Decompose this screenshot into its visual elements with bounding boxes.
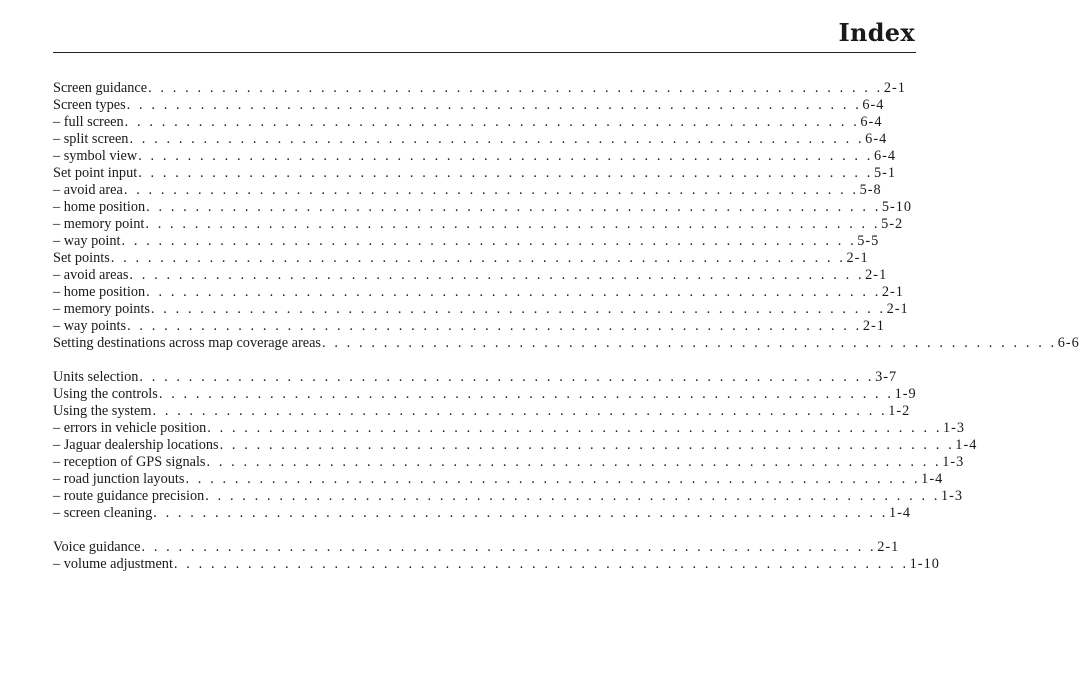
index-entry — [53, 114, 883, 131]
entry-page: 6-4 — [873, 148, 896, 164]
entry-page: 6-4 — [865, 131, 888, 147]
entry-text: Setting destinations across map coverage areas — [53, 335, 321, 351]
entry-page: 1-4 — [888, 505, 912, 521]
dot-leader: . . . . . . . . . . . . . . . . . . . . . . . . . . . . . . . . . . . . . . . . . . . . . . . . . . . . . . . . . . . . — [206, 454, 942, 470]
entry-text: – full screen — [53, 114, 124, 130]
entry-page: 6-4 — [862, 97, 885, 113]
entry-page: 1-4 — [955, 437, 978, 453]
index-entry — [53, 165, 896, 182]
entry-text: – screen cleaning — [53, 505, 153, 521]
index-entry — [53, 80, 906, 97]
dot-leader: . . . . . . . . . . . . . . . . . . . . . . . . . . . . . . . . . . . . . . . . . . . . . . . . . . . . . . . . . . . . — [145, 216, 881, 232]
entry-text: – Jaguar dealership locations — [53, 437, 219, 453]
dot-leader: . . . . . . . . . . . . . . . . . . . . . . . . . . . . . . . . . . . . . . . . . . . . . . . . . . . . . . . . . . . . — [146, 199, 881, 215]
index-entry — [53, 267, 888, 284]
dot-leader: . . . . . . . . . . . . . . . . . . . . . . . . . . . . . . . . . . . . . . . . . . . . . . . . . . . . . . . . . . . . — [126, 97, 862, 113]
index-entry — [53, 505, 912, 522]
entry-text: – reception of GPS signals — [53, 454, 206, 470]
entry-page: 5-1 — [873, 165, 896, 181]
index-entry — [53, 471, 944, 488]
dot-leader: . . . . . . . . . . . . . . . . . . . . . . . . . . . . . . . . . . . . . . . . . . . . . . . . . . . . . . . . . . . . — [321, 335, 1057, 351]
dot-leader: . . . . . . . . . . . . . . . . . . . . . . . . . . . . . . . . . . . . . . . . . . . . . . . . . . . . . . . . . . . . — [219, 437, 955, 453]
dot-leader: . . . . . . . . . . . . . . . . . . . . . . . . . . . . . . . . . . . . . . . . . . . . . . . . . . . . . . . . . . . . — [153, 505, 888, 521]
dot-leader: . . . . . . . . . . . . . . . . . . . . . . . . . . . . . . . . . . . . . . . . . . . . . . . . . . . . . . . . . . . . — [129, 267, 865, 283]
entry-page: 1-9 — [894, 386, 917, 402]
entry-page: 1-3 — [942, 454, 965, 470]
entry-page: 5-5 — [857, 233, 880, 249]
entry-text: – way points — [53, 318, 127, 334]
index-entry — [53, 420, 966, 437]
entry-text: – errors in vehicle position — [53, 420, 207, 436]
dot-leader: . . . . . . . . . . . . . . . . . . . . . . . . . . . . . . . . . . . . . . . . . . . . . . . . . . . . . . . . . . . . — [205, 488, 940, 504]
entry-page: 5-8 — [859, 182, 882, 198]
index-entry — [53, 454, 965, 471]
entry-text: Screen guidance — [53, 80, 148, 96]
index-entry — [53, 250, 869, 267]
entry-text: – home position — [53, 284, 146, 300]
entry-page: 5-10 — [881, 199, 913, 215]
index-entry — [53, 488, 964, 505]
index-entry — [53, 131, 888, 148]
entry-page: 2-1 — [865, 267, 888, 283]
entry-text: Using the controls — [53, 386, 158, 402]
entry-page: 6-4 — [860, 114, 883, 130]
dot-leader: . . . . . . . . . . . . . . . . . . . . . . . . . . . . . . . . . . . . . . . . . . . . . . . . . . . . . . . . . . . . — [138, 148, 873, 164]
entry-page: 1-3 — [941, 488, 964, 504]
index-list — [53, 80, 1080, 573]
index-entry — [53, 386, 917, 403]
entry-page: 1-2 — [888, 403, 911, 419]
entry-page: 3-7 — [875, 369, 898, 385]
entry-text: – volume adjustment — [53, 556, 173, 572]
entry-text: Set points — [53, 250, 110, 266]
entry-text: – route guidance precision — [53, 488, 205, 504]
index-entry — [53, 556, 940, 573]
entry-text: Using the system — [53, 403, 152, 419]
entry-text: – avoid areas — [53, 267, 129, 283]
index-entry — [53, 199, 913, 216]
index-entry — [53, 284, 904, 301]
entry-text: Units selection — [53, 369, 139, 385]
entry-page: 2-1 — [886, 301, 909, 317]
dot-leader: . . . . . . . . . . . . . . . . . . . . . . . . . . . . . . . . . . . . . . . . . . . . . . . . . . . . . . . . . . . . — [127, 318, 862, 334]
entry-page: 1-3 — [943, 420, 966, 436]
dot-leader: . . . . . . . . . . . . . . . . . . . . . . . . . . . . . . . . . . . . . . . . . . . . . . . . . . . . . . . . . . . . — [150, 301, 886, 317]
entry-text: – memory points — [53, 301, 150, 317]
dot-leader: . . . . . . . . . . . . . . . . . . . . . . . . . . . . . . . . . . . . . . . . . . . . . . . . . . . . . . . . . . . . — [152, 403, 888, 419]
index-entry — [53, 437, 978, 454]
entry-text: – symbol view — [53, 148, 138, 164]
dot-leader: . . . . . . . . . . . . . . . . . . . . . . . . . . . . . . . . . . . . . . . . . . . . . . . . . . . . . . . . . . . . — [146, 284, 881, 300]
dot-leader: . . . . . . . . . . . . . . . . . . . . . . . . . . . . . . . . . . . . . . . . . . . . . . . . . . . . . . . . . . . . — [138, 165, 873, 181]
section-gap — [53, 352, 463, 369]
dot-leader: . . . . . . . . . . . . . . . . . . . . . . . . . . . . . . . . . . . . . . . . . . . . . . . . . . . . . . . . . . . . — [158, 386, 894, 402]
entry-page: 2-1 — [877, 539, 900, 555]
entry-text: Set point input — [53, 165, 138, 181]
dot-leader: . . . . . . . . . . . . . . . . . . . . . . . . . . . . . . . . . . . . . . . . . . . . . . . . . . . . . . . . . . . . — [148, 80, 883, 96]
index-entry — [53, 318, 885, 335]
dot-leader: . . . . . . . . . . . . . . . . . . . . . . . . . . . . . . . . . . . . . . . . . . . . . . . . . . . . . . . . . . . . — [139, 369, 875, 385]
entry-text: – memory point — [53, 216, 145, 232]
entry-text: – way point — [53, 233, 121, 249]
index-entry — [53, 301, 909, 318]
dot-leader: . . . . . . . . . . . . . . . . . . . . . . . . . . . . . . . . . . . . . . . . . . . . . . . . . . . . . . . . . . . . — [173, 556, 909, 572]
header-divider — [53, 52, 916, 53]
entry-page: 6-6 — [1057, 335, 1080, 351]
index-entry — [53, 335, 1080, 352]
index-entry — [53, 233, 880, 250]
dot-leader: . . . . . . . . . . . . . . . . . . . . . . . . . . . . . . . . . . . . . . . . . . . . . . . . . . . . . . . . . . . . — [123, 182, 859, 198]
entry-page: 1-4 — [921, 471, 944, 487]
entry-text: – road junction layouts — [53, 471, 185, 487]
entry-page: 2-1 — [862, 318, 885, 334]
entry-text: Screen types — [53, 97, 126, 113]
entry-page: 2-1 — [881, 284, 904, 300]
entry-page: 1-10 — [909, 556, 940, 572]
dot-leader: . . . . . . . . . . . . . . . . . . . . . . . . . . . . . . . . . . . . . . . . . . . . . . . . . . . . . . . . . . . . — [185, 471, 921, 487]
entry-page: 2-1 — [846, 250, 869, 266]
page-title: Index — [838, 18, 915, 47]
dot-leader: . . . . . . . . . . . . . . . . . . . . . . . . . . . . . . . . . . . . . . . . . . . . . . . . . . . . . . . . . . . . — [129, 131, 865, 147]
dot-leader: . . . . . . . . . . . . . . . . . . . . . . . . . . . . . . . . . . . . . . . . . . . . . . . . . . . . . . . . . . . . — [124, 114, 860, 130]
index-entry — [53, 403, 911, 420]
dot-leader: . . . . . . . . . . . . . . . . . . . . . . . . . . . . . . . . . . . . . . . . . . . . . . . . . . . . . . . . . . . . — [121, 233, 857, 249]
entry-text: Voice guidance — [53, 539, 141, 555]
index-entry — [53, 539, 900, 556]
index-entry — [53, 182, 882, 199]
index-entry — [53, 216, 904, 233]
section-gap — [53, 522, 463, 539]
dot-leader: . . . . . . . . . . . . . . . . . . . . . . . . . . . . . . . . . . . . . . . . . . . . . . . . . . . . . . . . . . . . — [110, 250, 846, 266]
dot-leader: . . . . . . . . . . . . . . . . . . . . . . . . . . . . . . . . . . . . . . . . . . . . . . . . . . . . . . . . . . . . — [141, 539, 877, 555]
index-entry — [53, 97, 885, 114]
entry-text: – split screen — [53, 131, 129, 147]
entry-page: 2-1 — [883, 80, 906, 96]
index-entry — [53, 148, 896, 165]
dot-leader: . . . . . . . . . . . . . . . . . . . . . . . . . . . . . . . . . . . . . . . . . . . . . . . . . . . . . . . . . . . . — [207, 420, 942, 436]
entry-text: – avoid area — [53, 182, 123, 198]
entry-text: – home position — [53, 199, 146, 215]
entry-page: 5-2 — [881, 216, 904, 232]
index-entry — [53, 369, 898, 386]
